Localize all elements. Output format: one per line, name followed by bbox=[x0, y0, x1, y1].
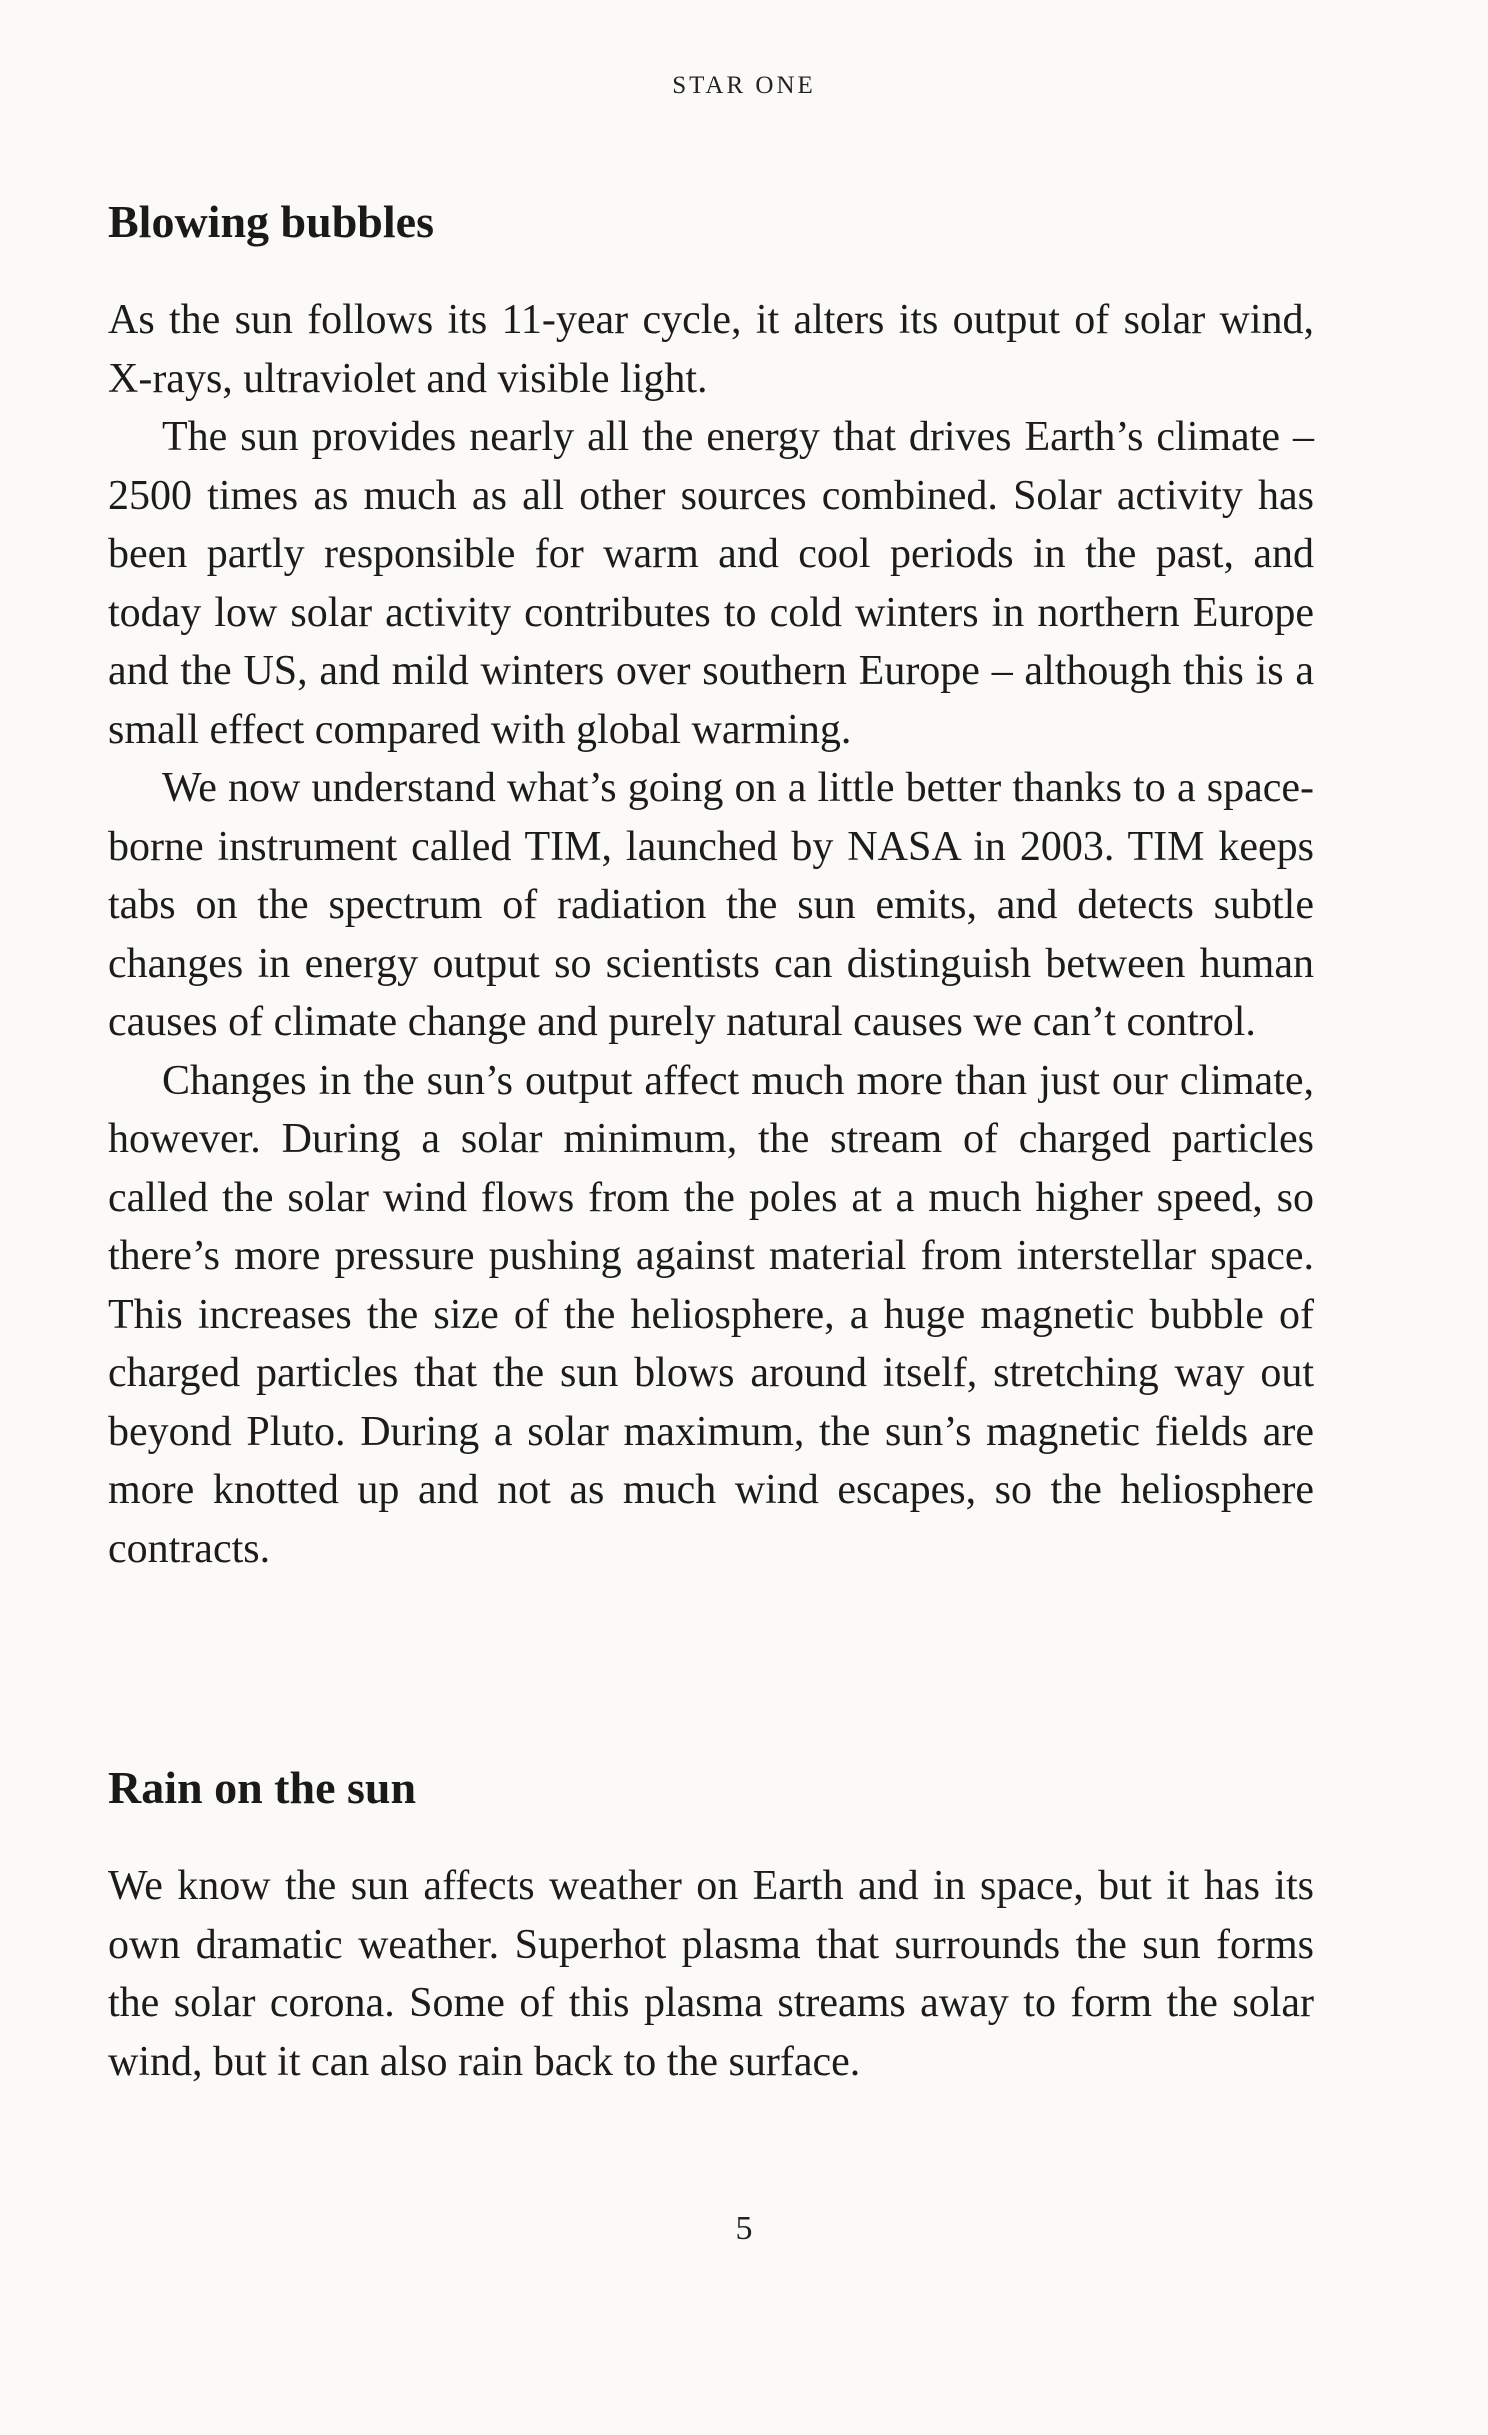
section-heading: Rain on the sun bbox=[108, 1762, 417, 1813]
paragraph: We now understand what’s going on a little better thanks to a space-borne instrument called TIM, launched by NASA in 2003. TIM keeps tabs on the spectrum of radiation the sun emits, and detects subtle changes in energy output so scientists can distinguish between human causes of climate change and purely natural causes we can’t control. bbox=[108, 765, 1314, 1045]
running-head: STAR ONE bbox=[672, 72, 816, 99]
section-blowing-bubbles bbox=[108, 196, 1314, 1578]
paragraph: We know the sun affects weather on Earth and in space, but it has its own dramatic weather. Superhot plasma that surrounds the sun forms the solar corona. Some of this plasma streams away to form the solar wind, but it can also rain back to the surface. bbox=[108, 1863, 1314, 2085]
paragraph: As the sun follows its 11-year cycle, it alters its output of solar wind, X-rays, ultraviolet and visible light. bbox=[108, 297, 1314, 402]
section-heading: Blowing bubbles bbox=[108, 196, 434, 247]
paragraph: Changes in the sun’s output affect much more than just our climate, however. During a solar minimum, the stream of charged particles called the solar wind flows from the poles at a much higher speed, so there’s more pressure pushing against material from interstellar space. This increases the size of the heliosphere, a huge magnetic bubble of charged particles that the sun blows around itself, stretching way out beyond Pluto. During a solar maximum, the sun’s magnetic fields are more knotted up and not as much wind escapes, so the heliosphere contracts. bbox=[108, 1057, 1314, 1572]
page-number: 5 bbox=[735, 2210, 753, 2247]
paragraph: The sun provides nearly all the energy that drives Earth’s climate – 2500 times as much as all other sources combined. Solar activity has been partly responsible for warm and cool periods in the past, and today low solar activity contributes to cold winters in northern Europe and the US, and mild winters over southern Europe – although this is a small effect compared with global warming. bbox=[108, 414, 1314, 753]
section-rain-on-the-sun bbox=[108, 1762, 1314, 2091]
